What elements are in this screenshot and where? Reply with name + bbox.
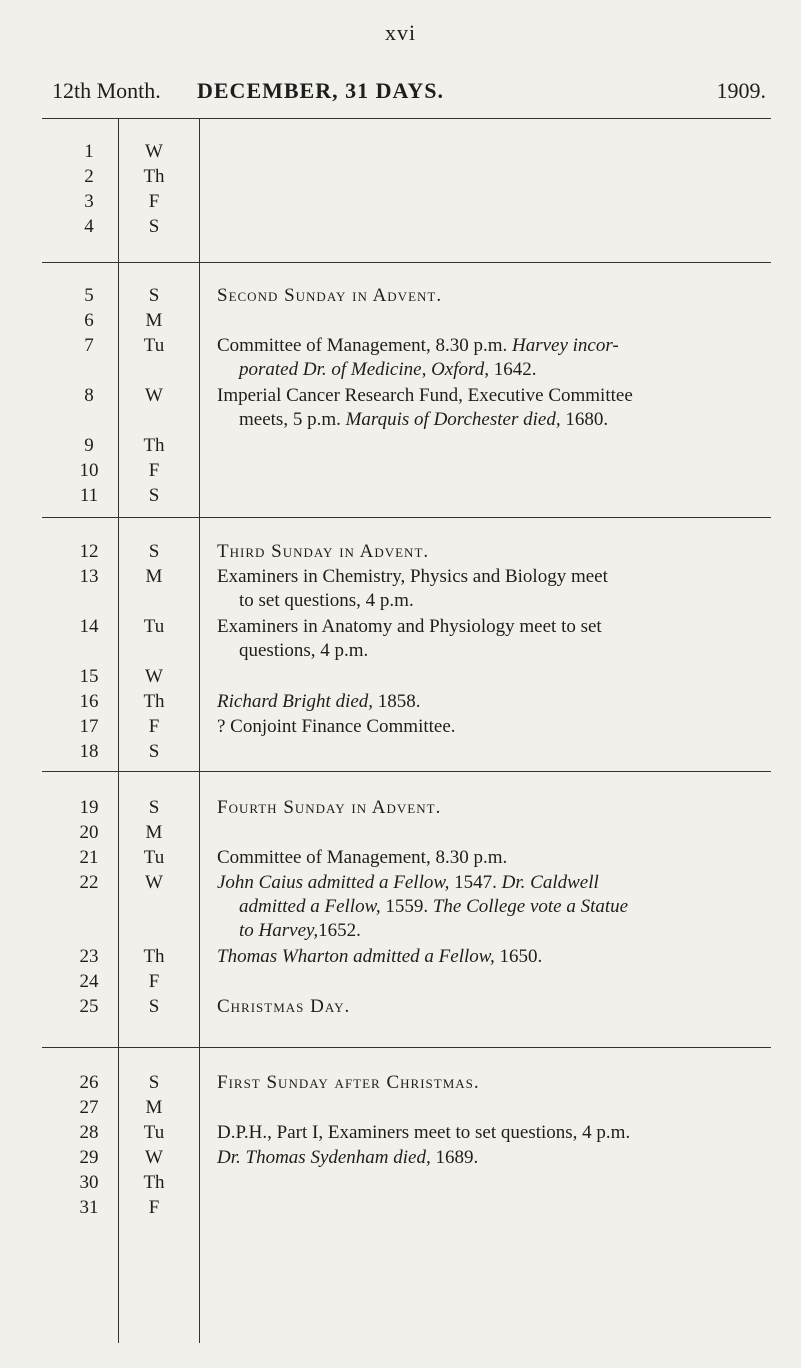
weekday: Tu: [143, 847, 165, 868]
day-number: 26: [79, 1072, 99, 1093]
entry-text: questions, 4 p.m.: [239, 640, 369, 661]
day-number: 22: [79, 872, 99, 893]
entry-dec-17: ? Conjoint Finance Committee.: [217, 716, 456, 737]
weekday: Th: [143, 435, 165, 456]
weekday: W: [145, 1147, 163, 1168]
header-year: 1909.: [716, 78, 766, 103]
weekday: S: [148, 741, 160, 762]
weekday: F: [148, 1197, 160, 1218]
weekday: S: [148, 216, 160, 237]
day-number: 14: [79, 616, 99, 637]
day-number: 20: [79, 822, 99, 843]
weekday: S: [148, 285, 160, 306]
day-number: 31: [79, 1197, 99, 1218]
day-number: 15: [79, 666, 99, 687]
weekday: Th: [143, 691, 165, 712]
entry-text: Examiners in Chemistry, Physics and Biology meet: [217, 566, 608, 587]
entry-text-italic: John Caius admitted a Fellow,: [217, 872, 450, 893]
entry-dec-22: [217, 871, 772, 943]
column-rule-2: [199, 118, 200, 1343]
entry-dec-25: Christmas Day.: [217, 996, 351, 1017]
day-number: 6: [84, 310, 94, 331]
week-rule-4: [42, 1047, 771, 1048]
weekday: Tu: [143, 616, 165, 637]
weekday: M: [145, 822, 163, 843]
entry-text-italic: porated Dr. of Medicine, Oxford,: [239, 359, 489, 380]
entry-dec-21: Committee of Management, 8.30 p.m.: [217, 847, 508, 868]
entry-year: 1652.: [318, 920, 361, 941]
day-number: 18: [79, 741, 99, 762]
day-number: 24: [79, 971, 99, 992]
day-number: 11: [79, 485, 99, 506]
weekday: F: [148, 191, 160, 212]
day-number: 10: [79, 460, 99, 481]
day-number: 3: [84, 191, 94, 212]
entry-year: 1559.: [385, 896, 429, 917]
day-number: 5: [84, 285, 94, 306]
entry-text: Imperial Cancer Research Fund, Executive Committee: [217, 385, 633, 406]
entry-text: Examiners in Anatomy and Physiology meet to set: [217, 616, 602, 637]
entry-dec-23: [217, 945, 772, 969]
entry-year: 1858.: [377, 691, 421, 712]
day-number: 7: [84, 335, 94, 356]
day-number: 23: [79, 946, 99, 967]
entry-dec-8: [217, 384, 772, 432]
day-number: 8: [84, 385, 94, 406]
day-number: 12: [79, 541, 99, 562]
weekday: W: [145, 385, 163, 406]
day-number: 9: [84, 435, 94, 456]
entry-dec-7: [217, 334, 772, 382]
entry-dec-29: [217, 1146, 772, 1170]
day-number: 13: [79, 566, 99, 587]
entry-year: 1547.: [454, 872, 497, 893]
entry-text-italic: to Harvey,: [239, 920, 319, 941]
weekday: S: [148, 996, 160, 1017]
entry-dec-26: First Sunday after Christmas.: [217, 1072, 480, 1093]
day-number: 4: [84, 216, 94, 237]
weekday: Th: [143, 166, 165, 187]
entry-text: to set questions, 4 p.m.: [239, 590, 414, 611]
header-title: DECEMBER, 31 DAYS.: [197, 78, 445, 103]
entry-text-italic: Harvey incor-: [511, 335, 619, 356]
top-rule: [42, 118, 771, 119]
weekday: Tu: [143, 335, 165, 356]
entry-year: 1642.: [493, 359, 537, 380]
weekday: S: [148, 797, 160, 818]
weekday: Th: [143, 946, 165, 967]
entry-text: meets, 5 p.m.: [239, 409, 341, 430]
entry-text-italic: Dr. Thomas Sydenham died,: [217, 1147, 431, 1168]
entry-text-italic: Thomas Wharton admitted a Fellow,: [217, 946, 495, 967]
day-number: 21: [79, 847, 99, 868]
entry-dec-13: [217, 565, 772, 613]
column-rule-1: [118, 118, 119, 1343]
entry-dec-14: [217, 615, 772, 663]
weekday: W: [145, 141, 163, 162]
weekday: M: [145, 310, 163, 331]
day-number: 25: [79, 996, 99, 1017]
weekday: S: [148, 485, 160, 506]
day-number: 30: [79, 1172, 99, 1193]
entry-text-italic: admitted a Fellow,: [239, 896, 381, 917]
entry-dec-12: Third Sunday in Advent.: [217, 541, 430, 562]
day-number: 29: [79, 1147, 99, 1168]
weekday: S: [148, 1072, 160, 1093]
weekday: F: [148, 971, 160, 992]
weekday: F: [148, 716, 160, 737]
weekday: W: [145, 666, 163, 687]
day-number: 19: [79, 797, 99, 818]
day-number: 2: [84, 166, 94, 187]
entry-text-italic: Marquis of Dorchester died,: [345, 409, 561, 430]
entry-text-italic: The College vote a Statue: [432, 896, 629, 917]
week-rule-1: [42, 262, 771, 263]
entry-dec-5: Second Sunday in Advent.: [217, 285, 443, 306]
entry-dec-19: Fourth Sunday in Advent.: [217, 797, 442, 818]
day-number: 16: [79, 691, 99, 712]
entry-year: 1650.: [499, 946, 543, 967]
weekday: F: [148, 460, 160, 481]
weekday: Tu: [143, 1122, 165, 1143]
day-number: 27: [79, 1097, 99, 1118]
weekday: M: [145, 1097, 163, 1118]
weekday: S: [148, 541, 160, 562]
entry-text-italic: Richard Bright died,: [217, 691, 374, 712]
entry-dec-28: D.P.H., Part I, Examiners meet to set questions, 4 p.m.: [217, 1122, 631, 1143]
entry-text-italic: Dr. Caldwell: [501, 872, 599, 893]
page-number: xvi: [384, 20, 417, 45]
entry-dec-16: [217, 690, 772, 714]
entry-text: Committee of Management, 8.30 p.m.: [217, 335, 508, 356]
weekday: M: [145, 566, 163, 587]
weekday: W: [145, 872, 163, 893]
day-number: 28: [79, 1122, 99, 1143]
week-rule-2: [42, 517, 771, 518]
week-rule-3: [42, 771, 771, 772]
entry-year: 1689.: [435, 1147, 479, 1168]
day-number: 1: [84, 141, 94, 162]
header-month: 12th Month.: [52, 78, 161, 103]
entry-year: 1680.: [565, 409, 609, 430]
weekday: Th: [143, 1172, 165, 1193]
day-number: 17: [79, 716, 99, 737]
